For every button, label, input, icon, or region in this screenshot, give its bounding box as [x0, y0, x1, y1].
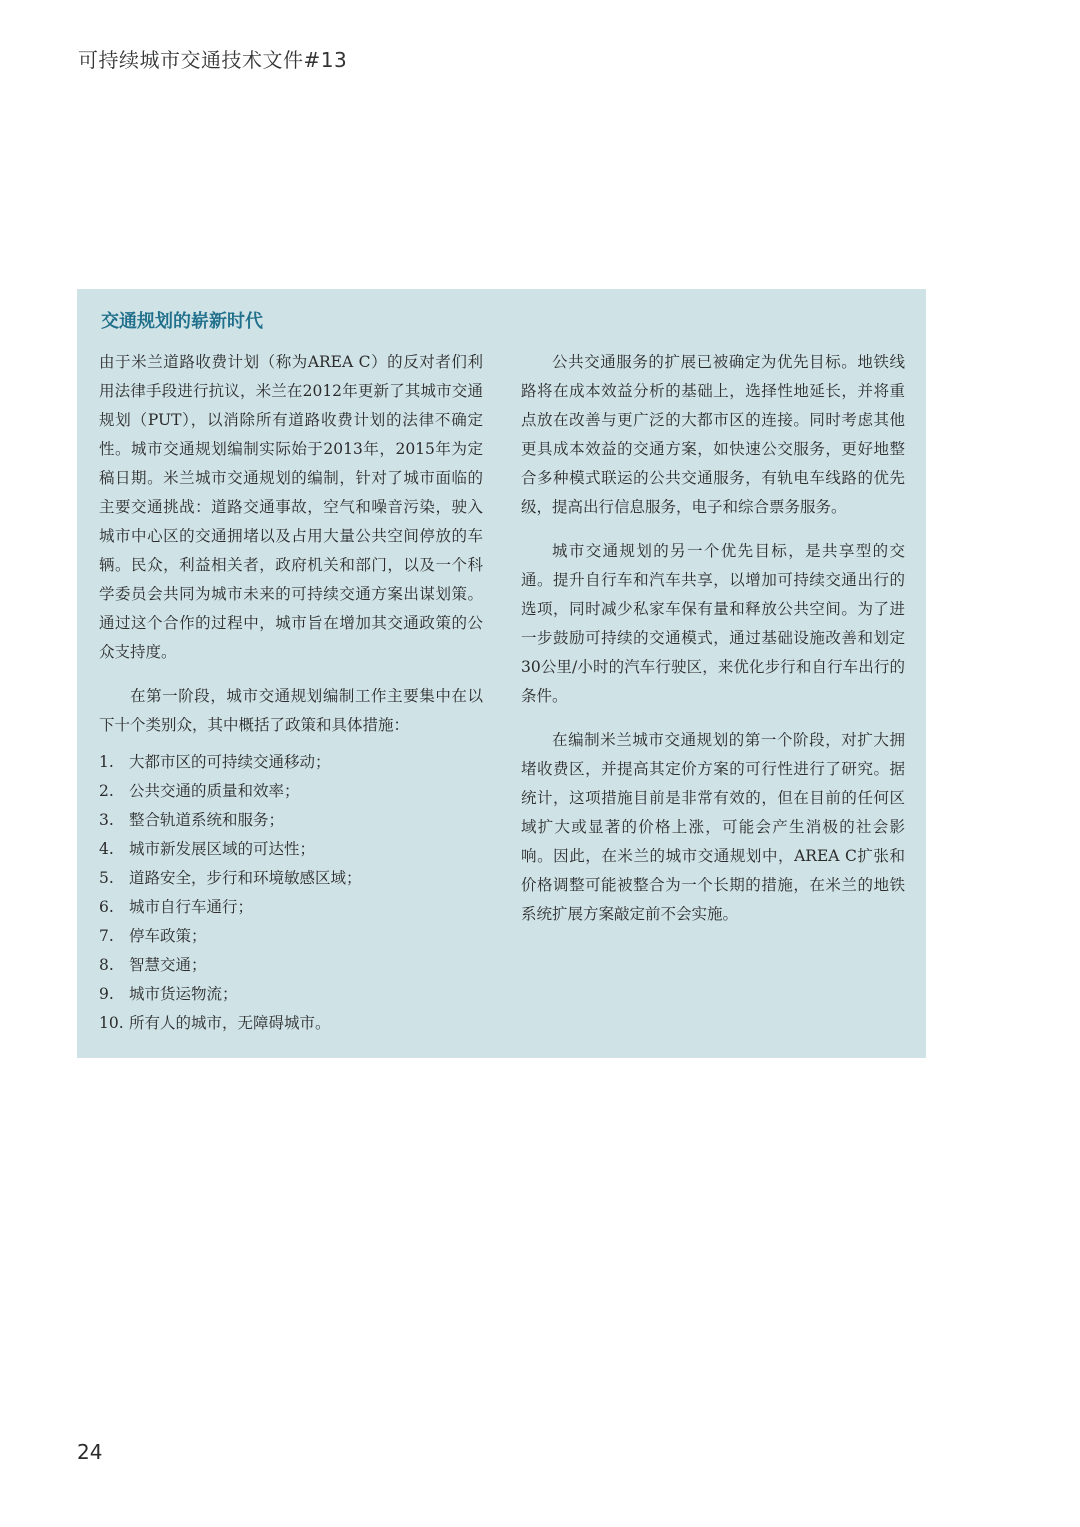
box-title: 交通规划的崭新时代 [101, 311, 263, 332]
paragraph: 在编制米兰城市交通规划的第一个阶段，对扩大拥堵收费区，并提高其定价方案的可行性进行了研究。据统计，这项措施目前是非常有效的，但在目前的任何区域扩大或显著的价格上涨，可能会产生消极的社会影响。因此，在米兰的城市交通规划中，AREA C扩张和价格调整可能被整合为一个长期的措施，在米兰的地铁系统扩展方案敲定前不会实施。 [521, 731, 905, 923]
list-text: 道路安全，步行和环境敏感区域； [129, 869, 362, 887]
list-number: 1. [99, 753, 114, 771]
right-column [521, 348, 905, 929]
list-number: 7. [99, 927, 114, 945]
list-item [99, 980, 483, 1009]
list-item [99, 864, 483, 893]
list-item [99, 1009, 483, 1038]
list-text: 整合轨道系统和服务； [129, 811, 285, 829]
paragraph: 公共交通服务的扩展已被确定为优先目标。地铁线路将在成本效益分析的基础上，选择性地延长，并将重点放在改善与更广泛的大都市区的连接。同时考虑其他更具成本效益的交通方案，如快速公交服务，更好地整合多种模式联运的公共交通服务，有轨电车线路的优先级，提高出行信息服务，电子和综合票务服务。 [521, 353, 905, 516]
list-item [99, 748, 483, 777]
running-header: 可持续城市交通技术文件#13 [78, 48, 348, 72]
list-number: 9. [99, 985, 114, 1003]
page-number: 24 [77, 1440, 103, 1464]
list-text: 大都市区的可持续交通移动； [129, 753, 331, 771]
list-number: 8. [99, 956, 114, 974]
list-text: 智慧交通； [129, 956, 207, 974]
list-number: 2. [99, 782, 114, 800]
list-text: 所有人的城市，无障碍城市。 [129, 1014, 331, 1032]
list-number: 3. [99, 811, 114, 829]
list-number: 10. [99, 1014, 124, 1032]
list-number: 6. [99, 898, 114, 916]
list-text: 城市新发展区域的可达性； [129, 840, 316, 858]
list-text: 城市货运物流； [129, 985, 238, 1003]
list-text: 停车政策； [129, 927, 207, 945]
list-text: 城市自行车通行； [129, 898, 254, 916]
paragraph: 由于米兰道路收费计划（称为AREA C）的反对者们利用法律手段进行抗议，米兰在2012年更新了其城市交通规划（PUT），以消除所有道路收费计划的法律不确定性。城市交通规划编制实际始于2013年，2015年为定稿日期。米兰城市交通规划的编制，针对了城市面临的主要交通挑战：道路交通事故，空气和噪音污染，驶入城市中心区的交通拥堵以及占用大量公共空间停放的车辆。民众，利益相关者，政府机关和部门，以及一个科学委员会共同为城市未来的可持续交通方案出谋划策。通过这个合作的过程中，城市旨在增加其交通政策的公众支持度。 [99, 353, 483, 661]
left-column [99, 348, 483, 1038]
list-number: 4. [99, 840, 114, 858]
paragraph: 城市交通规划的另一个优先目标，是共享型的交通。提升自行车和汽车共享，以增加可持续交通出行的选项，同时减少私家车保有量和释放公共空间。为了进一步鼓励可持续的交通模式，通过基础设施改善和划定30公里/小时的汽车行驶区，来优化步行和自行车出行的条件。 [521, 542, 905, 705]
list-number: 5. [99, 869, 114, 887]
list-item [99, 835, 483, 864]
list-item [99, 951, 483, 980]
category-list [99, 748, 483, 1038]
list-text: 公共交通的质量和效率； [129, 782, 300, 800]
list-item [99, 922, 483, 951]
sidebar-box [77, 289, 926, 1058]
paragraph: 在第一阶段，城市交通规划编制工作主要集中在以下十个类别众，其中概括了政策和具体措施： [99, 687, 483, 734]
list-item [99, 806, 483, 835]
list-item [99, 893, 483, 922]
list-item [99, 777, 483, 806]
